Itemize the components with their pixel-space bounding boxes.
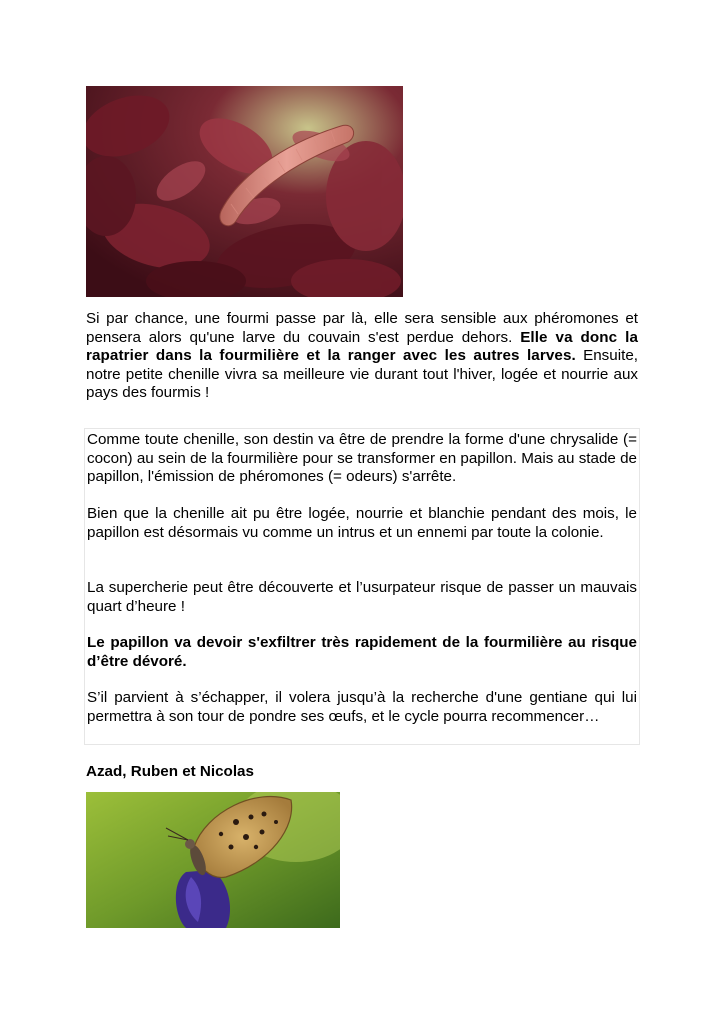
intro-text-end: Ensuite, notre petite chenille vivra sa meilleure vie durant tout l'hiver, logée et nourrie aux pays des fourmis !	[86, 347, 638, 401]
authors-signature: Azad, Ruben et Nicolas	[86, 763, 254, 780]
box-paragraph-4-bold: Le papillon va devoir s'exfiltrer très rapidement de la fourmilière au risque d’être dévoré.	[87, 634, 637, 670]
butterfly-photo	[86, 792, 340, 928]
story-box	[84, 428, 640, 745]
intro-text-bold: Elle va donc la rapatrier dans la fourmilière et la ranger avec les autres larves.	[86, 328, 638, 364]
intro-text-start: Si par chance, une fourmi passe par là, elle sera sensible aux phéromones et pensera alors qu'une larve du couvain s'est perdue dehors.	[86, 310, 638, 346]
intro-paragraph	[86, 310, 638, 403]
box-paragraph-2: Bien que la chenille ait pu être logée, nourrie et blanchie pendant des mois, le papillon est désormais vu comme un intrus et un ennemi par toute la colonie.	[87, 505, 637, 541]
box-paragraph-5: S’il parvient à s’échapper, il volera jusqu’à la recherche d'une gentiane qui lui permettra à son tour de pondre ses œufs, et le cycle pourra recommencer…	[87, 689, 637, 725]
box-paragraph-1: Comme toute chenille, son destin va être de prendre la forme d'une chrysalide (= cocon) au sein de la fourmilière pour se transformer en papillon. Mais au stade de papillon, l'émission de phéromones (= odeurs) s'arrête.	[87, 431, 637, 485]
box-paragraph-3: La supercherie peut être découverte et l’usurpateur risque de passer un mauvais quart d’heure !	[87, 579, 637, 615]
caterpillar-photo	[86, 86, 403, 297]
